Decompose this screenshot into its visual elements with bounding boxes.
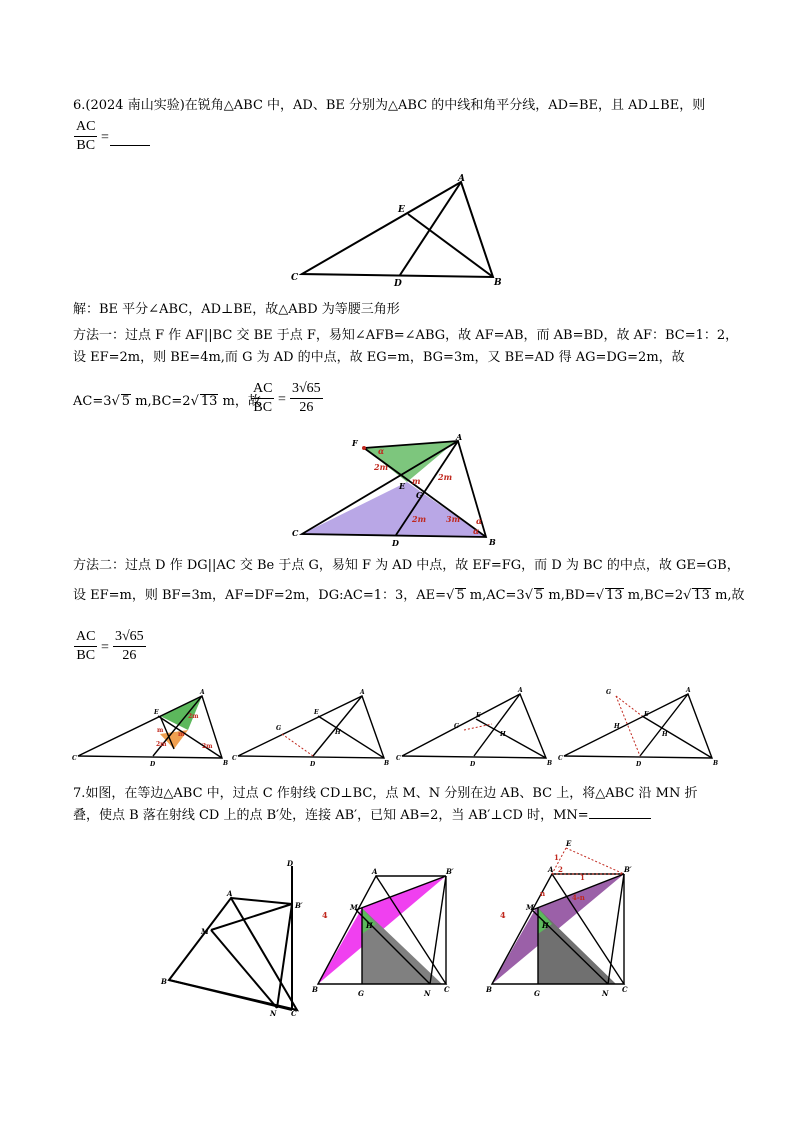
q7-figure-2 <box>312 864 472 1018</box>
q6-figure-2 <box>288 432 518 550</box>
q6-stem: 6.(2024 南山实验)在锐角△ABC 中，AD、BE 分别为△ABC 的中线和角平分线，AD=BE，且 AD⊥BE，则 <box>73 98 706 113</box>
q6-ratio-fraction-1: $\frac{AC}{BC}$ <box>253 381 273 415</box>
svg-text:G: G <box>606 689 612 696</box>
svg-text:C: C <box>622 985 628 994</box>
svg-text:B′: B′ <box>624 865 632 874</box>
svg-text:E: E <box>644 711 649 718</box>
svg-text:α: α <box>476 516 483 526</box>
svg-text:M: M <box>350 903 358 912</box>
svg-text:2: 2 <box>558 865 563 874</box>
q6-method1-line3: AC=3√ 5 m,BC=2√ 13 m，故 <box>73 394 261 409</box>
q6-fraction <box>74 118 97 155</box>
svg-text:C: C <box>232 755 237 762</box>
svg-text:2m: 2m <box>156 741 167 748</box>
fraction-denominator: BC <box>76 138 96 153</box>
svg-text:B′: B′ <box>446 867 454 876</box>
svg-text:D: D <box>470 761 476 768</box>
svg-text:A: A <box>548 865 554 874</box>
q6-ratio-fraction-2: $\frac{AC}{BC}$ <box>76 629 96 663</box>
svg-text:N: N <box>270 1009 277 1018</box>
svg-text:3m: 3m <box>446 514 461 524</box>
q6-method2-line1: 方法二：过点 D 作 DG||AC 交 Be 于点 G，易知 F 为 AD 中点，故 EF=FG，而 D 为 BC 的中点，故 GE=GB， <box>73 558 740 573</box>
svg-text:G: G <box>416 490 423 500</box>
svg-text:E: E <box>154 709 159 716</box>
svg-text:H: H <box>542 921 549 930</box>
svg-text:E: E <box>314 709 319 716</box>
svg-text:n: n <box>540 889 546 898</box>
q6-small-figure-1 <box>72 686 232 772</box>
svg-text:α: α <box>378 446 385 456</box>
svg-text:B: B <box>547 760 553 767</box>
svg-text:B: B <box>384 760 390 767</box>
q6-small-figure-4 <box>558 686 726 772</box>
svg-text:B: B <box>312 985 318 994</box>
svg-text:A: A <box>227 889 233 898</box>
svg-text:C: C <box>72 755 77 762</box>
svg-text:D: D <box>636 761 642 768</box>
q6-method1-line1: 方法一：过点 F 作 AF||BC 交 BE 于点 F，易知∠AFB=∠ABG，故 AF=AB，而 AB=BD，故 AF：BC=1：2， <box>73 328 739 343</box>
svg-text:A: A <box>200 689 205 696</box>
q7-figure-3 <box>486 838 646 1020</box>
svg-text:A: A <box>456 432 463 442</box>
svg-text:G: G <box>454 723 460 730</box>
svg-text:H: H <box>614 723 620 730</box>
svg-text:D: D <box>150 761 156 768</box>
svg-text:C: C <box>292 528 299 538</box>
svg-text:α: α <box>473 526 480 536</box>
label-E: E <box>398 205 405 215</box>
q7-stem-line2: 叠，使点 B 落在射线 CD 上的点 B′处，连接 AB′，已知 AB=2，当 AB′⊥CD 时，MN= <box>73 808 651 824</box>
svg-text:C: C <box>291 1009 297 1018</box>
answer-blank <box>110 145 150 146</box>
svg-text:B: B <box>713 760 719 767</box>
svg-text:E: E <box>399 481 406 491</box>
svg-text:B: B <box>223 760 229 767</box>
q7-figure-1 <box>155 858 305 1022</box>
q6-figure-1 <box>288 172 518 290</box>
svg-text:G: G <box>534 989 540 998</box>
q6-small-figure-2 <box>232 686 392 772</box>
svg-text:2m: 2m <box>188 713 199 720</box>
svg-text:m: m <box>157 727 164 734</box>
svg-text:H: H <box>335 729 341 736</box>
svg-text:E: E <box>566 839 572 848</box>
label-A: A <box>458 174 465 184</box>
q6-answer-fraction-2: $\frac{3√65}{26}$ <box>115 629 144 663</box>
svg-text:E: E <box>476 712 481 719</box>
svg-text:A: A <box>372 867 378 876</box>
svg-text:H: H <box>662 731 668 738</box>
q6-method1-line2: 设 EF=2m，则 BE=4m,而 G 为 AD 的中点，故 EG=m，BG=3m，又 BE=AD 得 AG=DG=2m，故 <box>73 350 685 365</box>
svg-text:N: N <box>424 989 431 998</box>
svg-text:2m: 2m <box>438 472 453 482</box>
svg-text:H: H <box>366 921 373 930</box>
svg-text:D: D <box>392 538 399 548</box>
svg-text:N: N <box>602 989 609 998</box>
svg-text:M: M <box>526 903 534 912</box>
svg-text:B: B <box>489 537 496 547</box>
svg-text:C: C <box>444 985 450 994</box>
equals-sign: = <box>101 130 109 145</box>
svg-text:G: G <box>358 989 364 998</box>
svg-text:B′: B′ <box>295 901 303 910</box>
svg-text:D: D <box>287 859 294 868</box>
svg-text:B: B <box>486 985 492 994</box>
svg-text:G: G <box>276 725 282 732</box>
q7-stem-line1: 7.如图，在等边△ABC 中，过点 C 作射线 CD⊥BC，点 M、N 分别在边 AB、BC 上，将△ABC 沿 MN 折 <box>73 786 698 801</box>
label-B: B <box>494 278 502 288</box>
svg-text:2m: 2m <box>412 514 427 524</box>
svg-text:M: M <box>201 927 209 936</box>
svg-text:A: A <box>518 687 523 694</box>
label-D: D <box>394 279 402 289</box>
q6-solution-intro: 解：BE 平分∠ABC，AD⊥BE，故△ABD 为等腰三角形 <box>73 302 400 317</box>
label-C: C <box>291 273 299 283</box>
svg-text:4: 4 <box>500 910 506 920</box>
svg-text:C: C <box>396 755 401 762</box>
svg-text:4-n: 4-n <box>572 893 585 902</box>
svg-text:D: D <box>310 761 316 768</box>
q6-small-figure-3 <box>396 686 556 772</box>
svg-text:1: 1 <box>580 873 585 882</box>
svg-text:2m: 2m <box>202 743 213 750</box>
q6-answer-fraction-1: $\frac{3√65}{26}$ <box>292 381 321 415</box>
svg-text:A: A <box>686 687 691 694</box>
svg-text:A: A <box>360 689 365 696</box>
svg-text:C: C <box>558 755 563 762</box>
svg-text:H: H <box>500 731 506 738</box>
svg-text:2m: 2m <box>374 462 389 472</box>
q6-method2-line2: 设 EF=m，则 BF=3m，AF=DF=2m，DG:AC=1：3，AE=√ 5 m,AC=3√ 5 m,BD=√ 13 m,BC=2√ 13 m,故 <box>73 588 745 603</box>
svg-text:1: 1 <box>554 853 559 862</box>
svg-text:F: F <box>352 438 358 448</box>
fraction-numerator: AC <box>74 118 97 137</box>
svg-text:m: m <box>412 476 421 486</box>
svg-text:m: m <box>178 731 185 738</box>
svg-text:B: B <box>161 977 167 986</box>
svg-text:4: 4 <box>322 910 328 920</box>
